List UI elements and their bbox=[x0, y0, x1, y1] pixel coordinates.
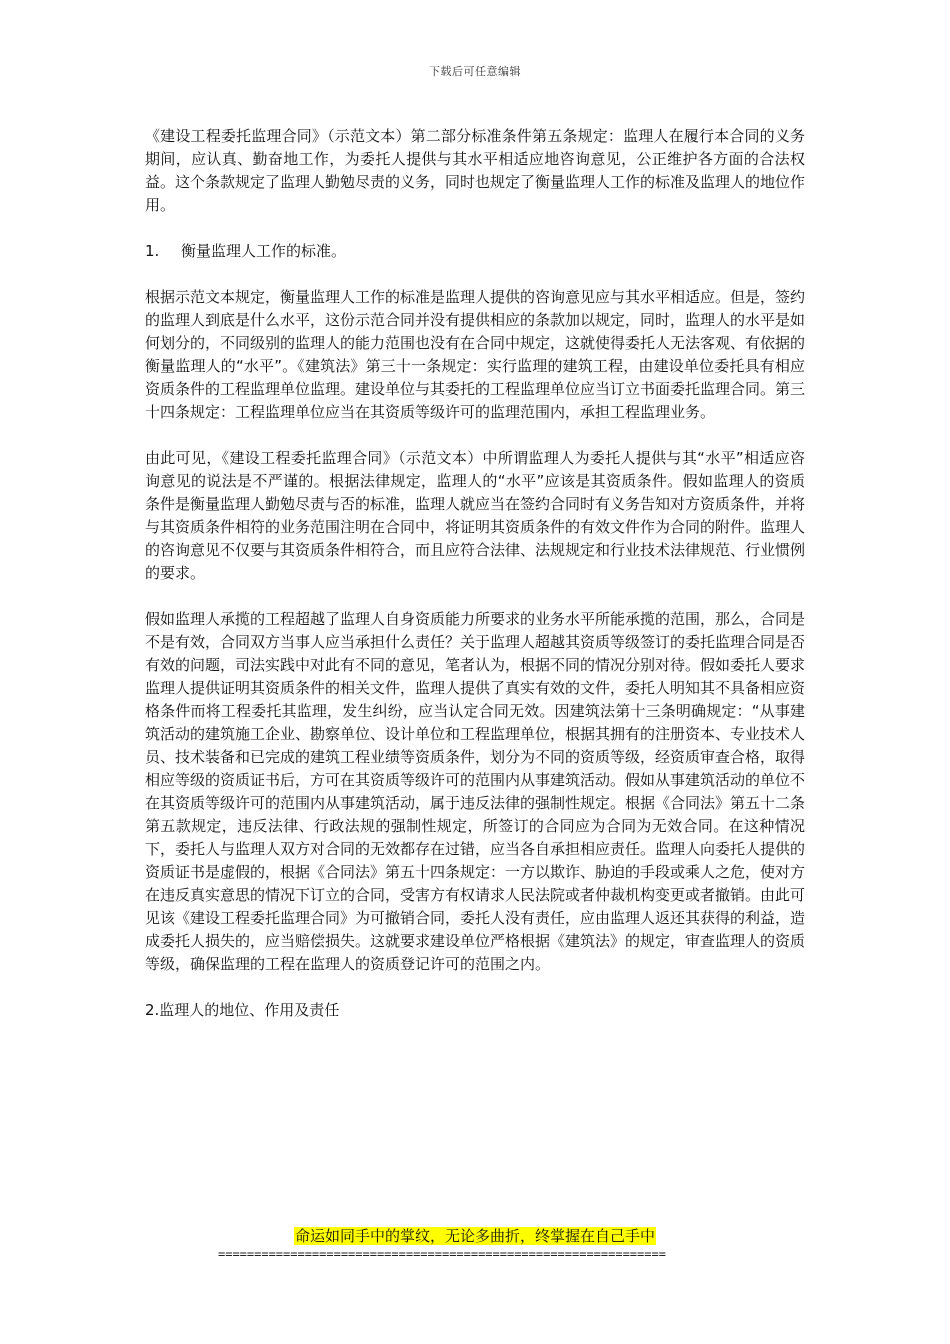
section-1-paragraph-3: 假如监理人承揽的工程超越了监理人自身资质能力所要求的业务水平所能承揽的范围，那么，合同是不是有效，合同双方当事人应当承担什么责任？关于监理人超越其资质等级签订的委托监理合同是否有效的问题，司法实践中对此有不同的意见，笔者认为，根据不同的情况分别对待。假如委托人要求监理人提供证明其资质条件的相关文件，监理人提供了真实有效的文件，委托人明知其不具备相应资格条件而将工程委托其监理，发生纠纷，应当认定合同无效。因建筑法第十三条明确规定：“从事建筑活动的建筑施工企业、勘察单位、设计单位和工程监理单位，根据其拥有的注册资本、专业技术人员、技术装备和已完成的建筑工程业绩等资质条件，划分为不同的资质等级，经资质审查合格，取得相应等级的资质证书后，方可在其资质等级许可的范围内从事建筑活动。假如从事建筑活动的单位不在其资质等级许可的范围内从事建筑活动，属于违反法律的强制性规定。根据《合同法》第五十二条第五款规定，违反法律、行政法规的强制性规定，所签订的合同应为合同为无效合同。在这种情况下，委托人与监理人双方对合同的无效都存在过错，应当各自承担相应责任。监理人向委托人提供的资质证书是虚假的，根据《合同法》第五十四条规定：一方以欺诈、胁迫的手段或乘人之危，使对方在违反真实意思的情况下订立的合同，受害方有权请求人民法院或者仲裁机构变更或者撤销。由此可见该《建设工程委托监理合同》为可撤销合同，委托人没有责任，应由监理人返还其获得的利益，造成委托人损失的，应当赔偿损失。这就要求建设单位严格根据《建筑法》的规定，审查监理人的资质等级，确保监理的工程在监理人的资质登记许可的范围之内。 bbox=[145, 610, 806, 973]
footer-motto bbox=[0, 1226, 950, 1246]
section-2-heading: 2.监理人的地位、作用及责任 bbox=[145, 1001, 340, 1019]
page-header: 下载后可任意编辑 bbox=[429, 65, 521, 78]
section-1-heading bbox=[145, 240, 805, 263]
section-1-title: 衡量监理人工作的标准。 bbox=[181, 242, 347, 260]
footer-motto-text: 命运如同手中的掌纹，无论多曲折，终掌握在自己手中 bbox=[294, 1227, 655, 1245]
footer-divider: ============================================================== bbox=[218, 1247, 666, 1261]
section-1-number: 1. bbox=[145, 242, 160, 260]
section-1-paragraph-1: 根据示范文本规定，衡量监理人工作的标准是监理人提供的咨询意见应与其水平相适应。但是，签约的监理人到底是什么水平，这份示范合同并没有提供相应的条款加以规定，同时，监理人的水平是如何划分的，不同级别的监理人的能力范围也没有在合同中规定，这就使得委托人无法客观、有依据的衡量监理人的“水平”。《建筑法》第三十一条规定：实行监理的建筑工程，由建设单位委托具有相应资质条件的工程监理单位监理。建设单位与其委托的工程监理单位应当订立书面委托监理合同。第三十四条规定：工程监理单位应当在其资质等级许可的监理范围内，承担工程监理业务。 bbox=[145, 288, 806, 421]
intro-paragraph: 《建设工程委托监理合同》（示范文本）第二部分标准条件第五条规定：监理人在履行本合同的义务期间，应认真、勤奋地工作，为委托人提供与其水平相适应地咨询意见，公正维护各方面的合法权益。这个条款规定了监理人勤勉尽责的义务，同时也规定了衡量监理人工作的标准及监理人的地位作用。 bbox=[145, 127, 806, 214]
section-1-paragraph-2: 由此可见，《建设工程委托监理合同》（示范文本）中所谓监理人为委托人提供与其“水平”相适应咨询意见的说法是不严谨的。根据法律规定，监理人的“水平”应该是其资质条件。假如监理人的资质条件是衡量监理人勤勉尽责与否的标准，监理人就应当在签约合同时有义务告知对方资质条件，并将与其资质条件相符的业务范围注明在合同中，将证明其资质条件的有效文件作为合同的附件。监理人的咨询意见不仅要与其资质条件相符合，而且应符合法律、法规规定和行业技术法律规范、行业惯例的要求。 bbox=[145, 449, 806, 582]
document-body bbox=[145, 125, 805, 1022]
